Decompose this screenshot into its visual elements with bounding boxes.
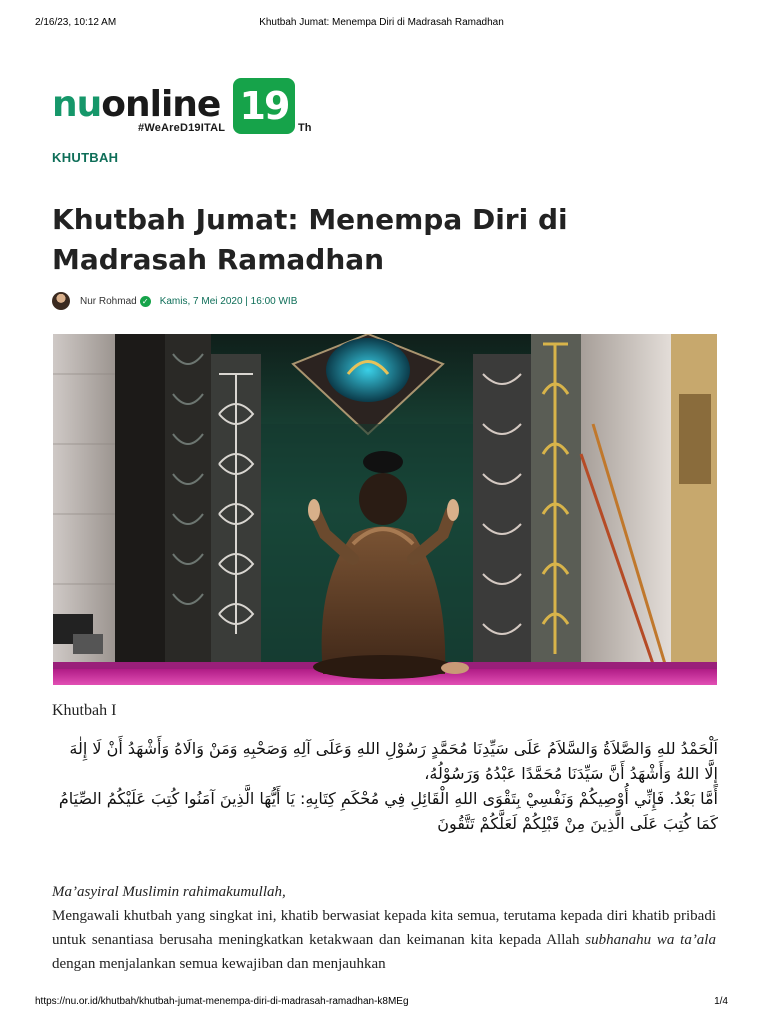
publish-date: Kamis, 7 Mei 2020 | 16:00 WIB xyxy=(159,295,298,307)
arabic-paragraph-2: أَمَّا بَعْدُ. فَإِنِّي أُوْصِيكُمْ وَنَفْسِيْ بِتَقْوَى اللهِ الْقَائِلِ فِي مُحْكَمِ كِتَابِهِ: يَا أَيُّهَا الَّذِينَ آمَنُوا كُتِبَ عَلَيْكُمُ الصِّيَامُ كَمَا كُتِبَ عَلَى الَّذِينَ مِنْ قَبْلِكُمْ لَعَلَّكُمْ تَتَّقُونَ xyxy=(58,789,718,833)
article-body xyxy=(52,880,716,976)
print-datetime: 2/16/23, 10:12 AM xyxy=(35,17,117,28)
article-hero-image xyxy=(53,334,717,685)
arabic-paragraph-1: اَلْحَمْدُ للهِ وَالصَّلاَةُ وَالسَّلاَمُ عَلَى سَيِّدِنَا مُحَمَّدٍ رَسُوْلِ اللهِ وَعَلَى آلِهِ وَصَحْبِهِ وَمَنْ وَالَاهُ وَأَشْهَدُ أَنْ لَا إِلٰهَ إِلَّا اللهُ وَأَشْهَدُ أَنَّ سَيِّدَنَا مُحَمَّدًا عَبْدُهُ وَرَسُوْلُهُ، xyxy=(69,739,718,783)
logo-tagline: #WeAreD19ITAL xyxy=(138,122,226,134)
logo-wordmark: nuonline xyxy=(52,84,221,125)
logo-badge-suffix: Th xyxy=(298,122,312,134)
article-headline: Khutbah Jumat: Menempa Diri di Madrasah Ramadhan xyxy=(52,203,568,276)
print-title: Khutbah Jumat: Menempa Diri di Madrasah Ramadhan xyxy=(259,17,504,28)
author-name[interactable]: Nur Rohmad xyxy=(80,295,137,307)
body-paragraph: Mengawali khutbah yang singkat ini, khatib berwasiat kepada kita semua, terutama kepada diri khatib pribadi untuk senantiasa berusaha meningkatkan ketakwaan dan keimanan kita kepada Allah subhanahu wa ta’ala dengan menjalankan semua kewajiban dan menjauhkan xyxy=(52,908,716,972)
logo-anniversary-badge: 19 xyxy=(233,78,295,134)
byline xyxy=(52,291,297,311)
section-title: Khutbah I xyxy=(52,702,117,719)
body-italic-phrase: subhanahu wa ta’ala xyxy=(585,932,716,948)
category-label[interactable]: KHUTBAH xyxy=(52,150,119,165)
print-header xyxy=(35,17,728,28)
print-page-number: 1/4 xyxy=(714,996,728,1007)
nu-online-logo[interactable] xyxy=(52,78,322,138)
print-footer xyxy=(35,996,728,1007)
verified-check-icon: ✓ xyxy=(140,296,151,307)
author-avatar[interactable] xyxy=(52,292,70,310)
print-url[interactable]: https://nu.or.id/khutbah/khutbah-jumat-menempa-diri-di-madrasah-ramadhan-k8MEg xyxy=(35,996,409,1007)
arabic-opening xyxy=(52,736,718,836)
greeting-line: Ma’asyiral Muslimin rahimakumullah, xyxy=(52,884,286,900)
